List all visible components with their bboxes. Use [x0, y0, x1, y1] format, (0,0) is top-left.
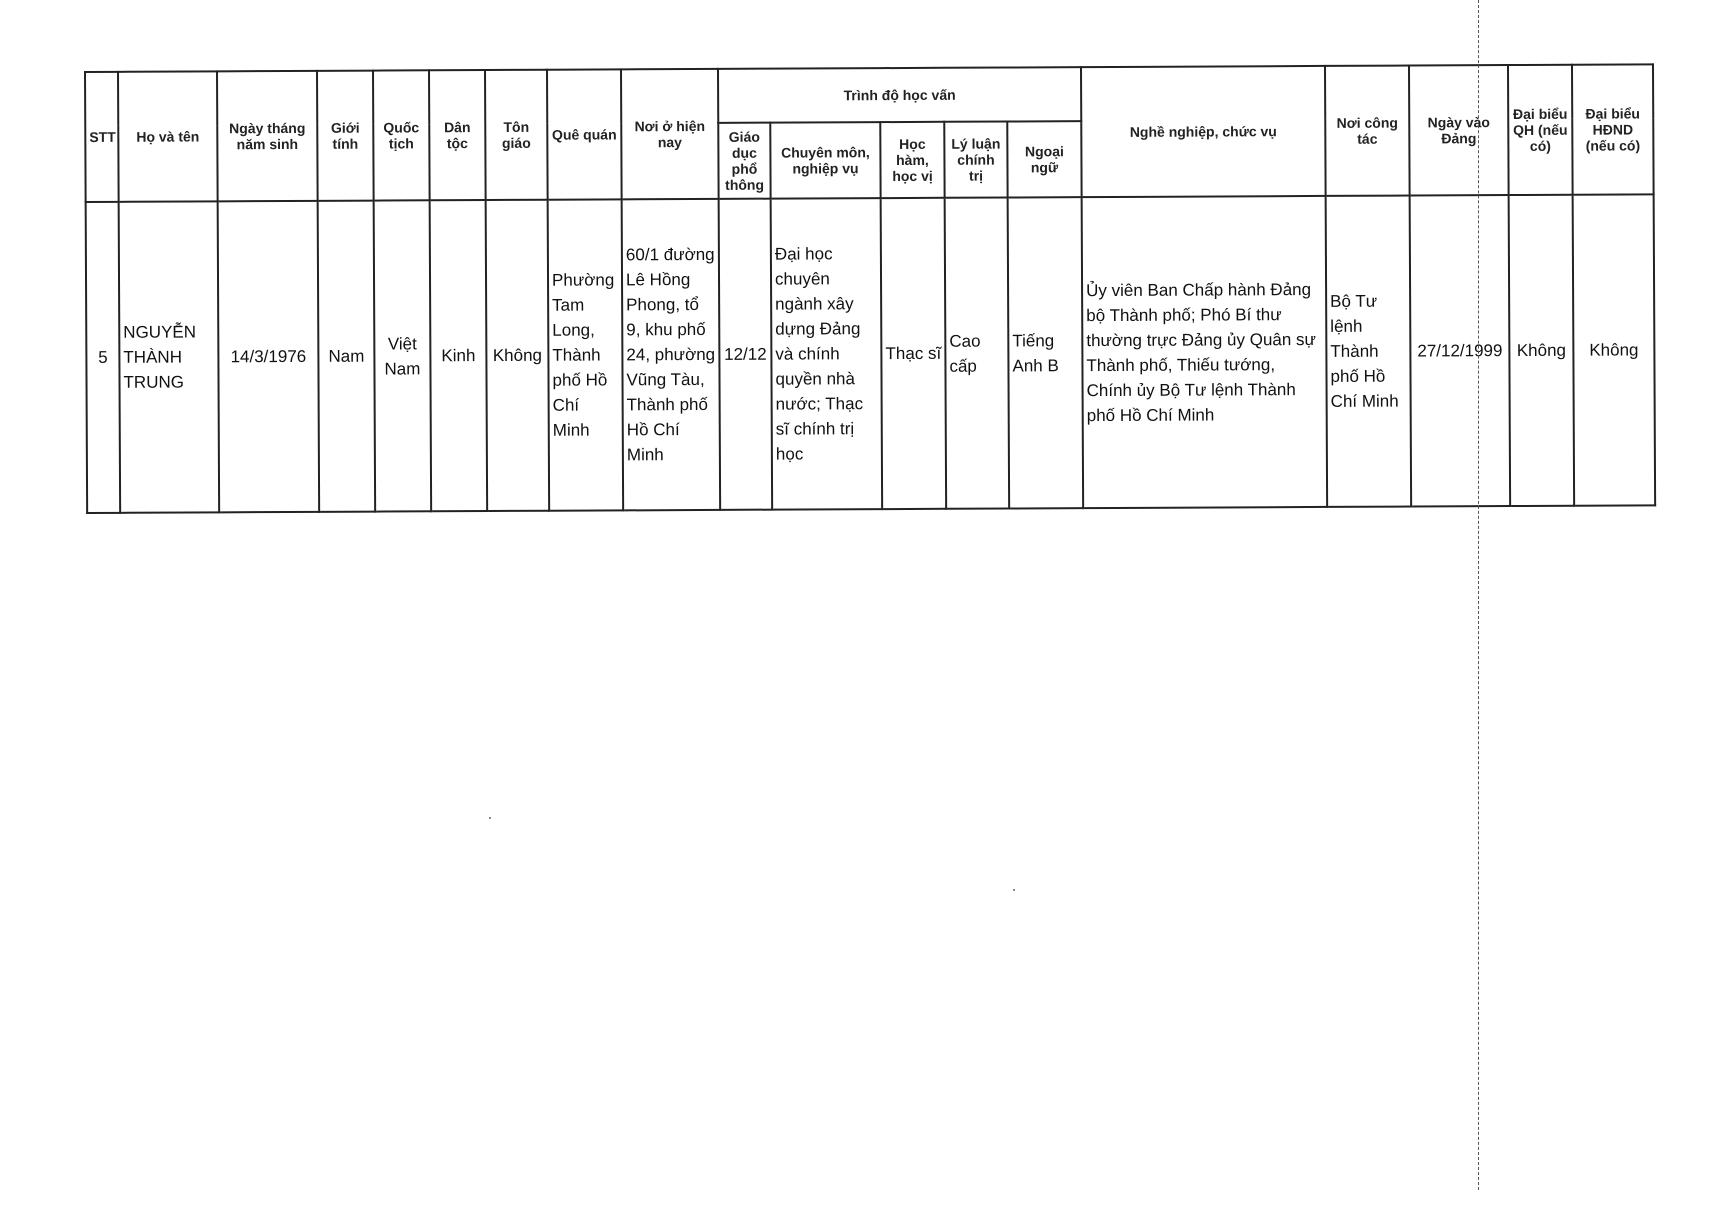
header-quoc-tich: Quốc tịch: [373, 70, 430, 200]
header-gioi-tinh: Giới tính: [317, 71, 374, 201]
cell-que-quan: Phường Tam Long, Thành phố Hồ Chí Minh: [548, 199, 624, 510]
cell-dai-bieu-qh: Không: [1509, 195, 1575, 506]
table-row: [86, 194, 1656, 513]
header-ly-luan: Lý luận chính trị: [944, 121, 1007, 197]
header-stt: STT: [85, 72, 119, 202]
header-noi-o: Nơi ở hiện nay: [621, 69, 719, 199]
header-ngoai-ngu: Ngoại ngữ: [1007, 121, 1081, 197]
cell-stt: 5: [86, 202, 121, 513]
cell-ly-luan: Cao cấp: [945, 197, 1010, 508]
header-hoc-ham: Học hàm, học vị: [880, 122, 944, 198]
header-trinh-do: Trình độ học vấn: [718, 67, 1081, 123]
scan-speck: [1013, 889, 1015, 891]
cell-chuyen-mon: Đại học chuyên ngành xây dựng Đảng và chính quyền nhà nước; Thạc sĩ chính trị học: [771, 198, 883, 510]
cell-noi-cong-tac: Bộ Tư lệnh Thành phố Hồ Chí Minh: [1326, 196, 1412, 507]
cell-ngoai-ngu: Tiếng Anh B: [1008, 197, 1084, 508]
header-row-1: [85, 64, 1653, 126]
cell-ho-ten: NGUYỄN THÀNH TRUNG: [119, 201, 220, 512]
header-nghe-nghiep: Nghề nghiệp, chức vụ: [1081, 66, 1326, 197]
cell-noi-o: 60/1 đường Lê Hồng Phong, tổ 9, khu phố 24, phường Vũng Tàu, Thành phố Hồ Chí Minh: [622, 199, 721, 510]
header-dai-bieu-hdnd: Đại biểu HĐND (nếu có): [1572, 64, 1654, 194]
header-dan-toc: Dân tộc: [429, 70, 486, 200]
cell-dai-bieu-hdnd: Không: [1573, 194, 1656, 505]
cell-ngay-vao-dang: 27/12/1999: [1410, 195, 1511, 506]
header-dai-bieu-qh: Đại biểu QH (nếu có): [1508, 65, 1573, 195]
header-ho-ten: Họ và tên: [118, 71, 218, 201]
scan-artifact-line: [1478, 0, 1479, 1190]
header-noi-cong-tac: Nơi công tác: [1325, 66, 1410, 196]
cell-ton-giao: Không: [486, 200, 550, 511]
cell-quoc-tich: Việt Nam: [374, 200, 432, 511]
candidate-table: [84, 63, 1656, 514]
header-chuyen-mon: Chuyên môn, nghiệp vụ: [770, 122, 880, 199]
header-que-quan: Quê quán: [547, 69, 622, 199]
header-ton-giao: Tôn giáo: [485, 70, 548, 200]
header-giao-duc: Giáo dục phổ thông: [718, 123, 770, 199]
header-ngay-sinh: Ngày tháng năm sinh: [217, 71, 318, 201]
cell-gioi-tinh: Nam: [318, 201, 376, 512]
header-ngay-vao-dang: Ngày vào Đảng: [1409, 65, 1509, 195]
scan-speck: [489, 817, 491, 819]
cell-hoc-ham: Thạc sĩ: [881, 198, 947, 509]
cell-ngay-sinh: 14/3/1976: [218, 201, 320, 512]
cell-nghe-nghiep: Ủy viên Ban Chấp hành Đảng bộ Thành phố; Phó Bí thư thường trực Đảng ủy Quân sự Thành phố, Thiếu tướng, Chính ủy Bộ Tư lệnh Thành phố Hồ Chí Minh: [1082, 196, 1328, 508]
cell-giao-duc: 12/12: [719, 199, 773, 510]
cell-dan-toc: Kinh: [430, 200, 488, 511]
